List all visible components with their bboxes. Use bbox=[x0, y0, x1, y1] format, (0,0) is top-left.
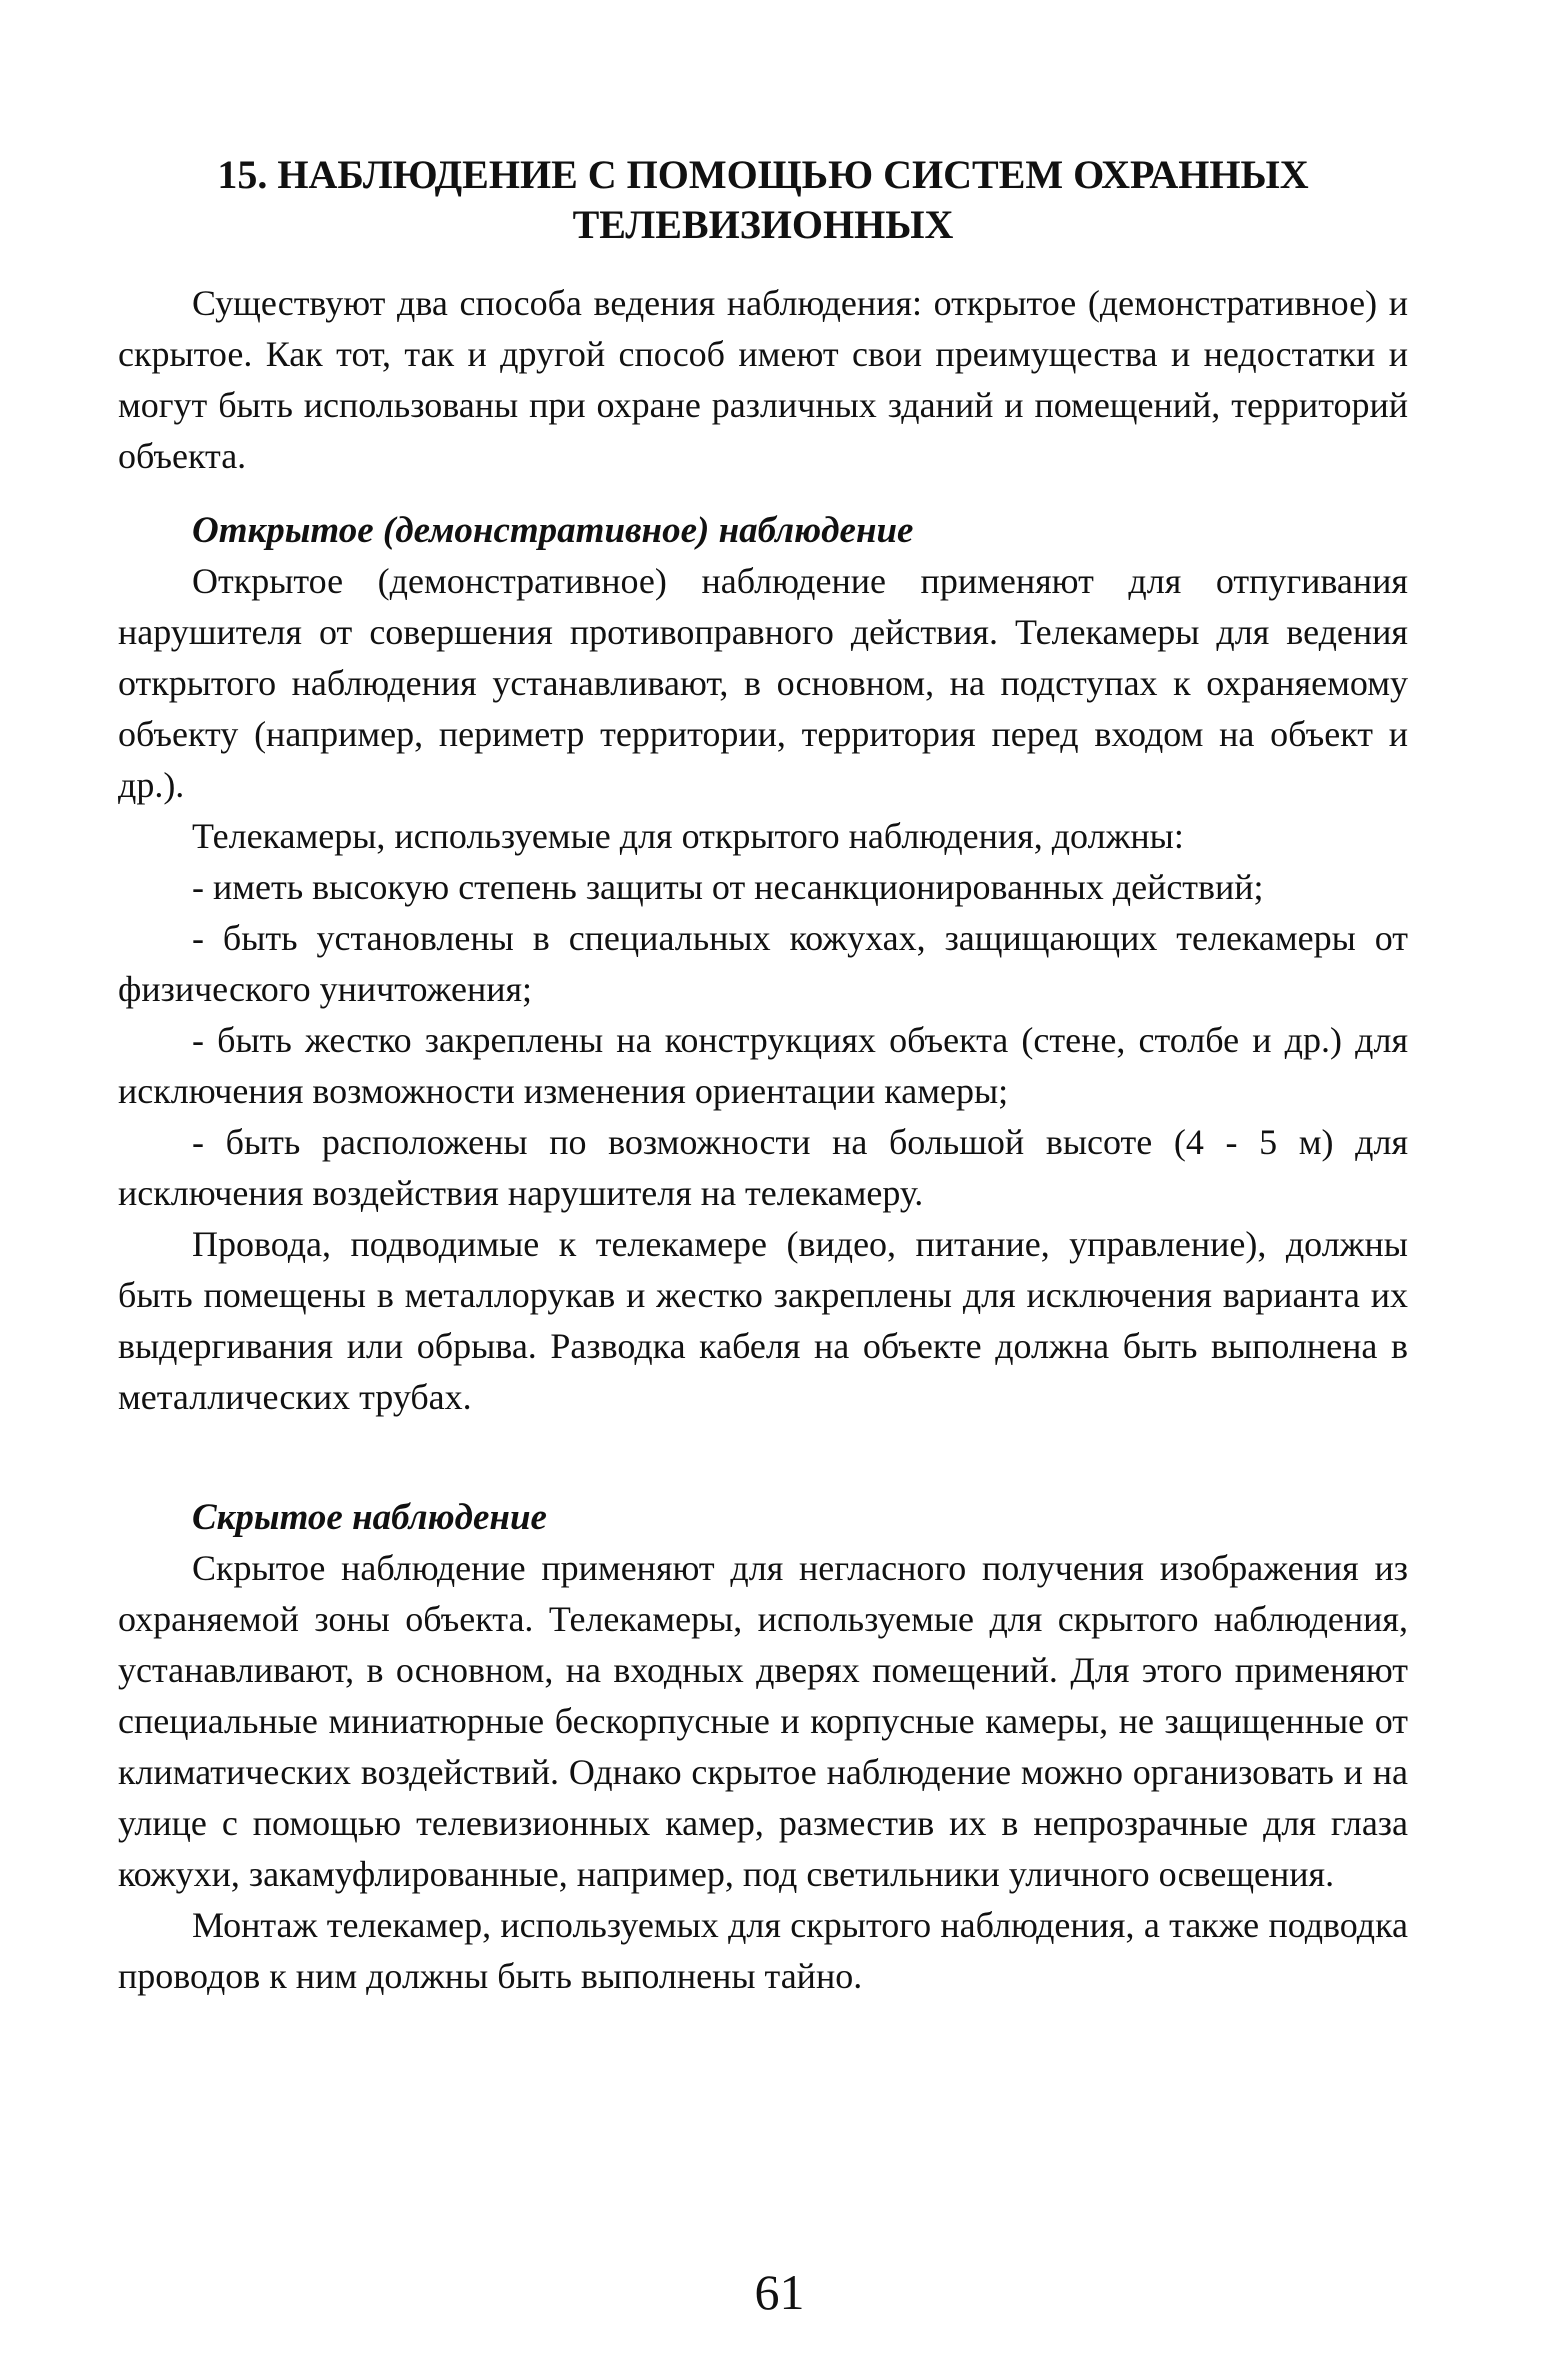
requirement-item-2: - быть установлены в специальных кожухах, защищающих телекамеры от физического уничтожения; bbox=[118, 918, 1408, 1009]
hidden-observation-paragraph-2: Монтаж телекамер, используемых для скрытого наблюдения, а также подводка проводов к ним должны быть выполнены тайно. bbox=[118, 1905, 1408, 1996]
requirement-item-4: - быть расположены по возможности на большой высоте (4 - 5 м) для исключения воздействия нарушителя на телекамеру. bbox=[118, 1122, 1408, 1213]
hidden-observation-heading: Скрытое наблюдение bbox=[192, 1497, 547, 1538]
page-number: 61 bbox=[754, 2264, 805, 2320]
requirement-item-3: - быть жестко закреплены на конструкциях объекта (стене, столбе и др.) для исключения возможности изменения ориентации камеры; bbox=[118, 1020, 1408, 1111]
open-observation-paragraph-1: Открытое (демонстративное) наблюдение применяют для отпугивания нарушителя от совершения противоправного действия. Телекамеры для ведения открытого наблюдения устанавливают, в основном, на подступах к охраняемому объекту (например, периметр территории, территория перед входом на объект и др.). bbox=[118, 561, 1408, 805]
open-observation-paragraph-3: Провода, подводимые к телекамере (видео, питание, управление), должны быть помещены в металлорукав и жестко закреплены для исключения варианта их выдергивания или обрыва. Разводка кабеля на объекте должна быть выполнена в металлических трубах. bbox=[118, 1224, 1408, 1417]
requirement-item-1: - иметь высокую степень защиты от несанкционированных действий; bbox=[192, 867, 1264, 907]
open-observation-paragraph-2: Телекамеры, используемые для открытого наблюдения, должны: bbox=[192, 816, 1184, 856]
section-title bbox=[118, 150, 1408, 250]
open-observation-heading: Открытое (демонстративное) наблюдение bbox=[192, 510, 914, 551]
intro-paragraph: Существуют два способа ведения наблюдения: открытое (демонстративное) и скрытое. Как тот, так и другой способ имеют свои преимущества и недостатки и могут быть использованы при охране различных зданий и помещений, территорий объекта. bbox=[118, 283, 1408, 476]
section-title-line-2: ТЕЛЕВИЗИОННЫХ bbox=[572, 202, 954, 247]
hidden-observation-paragraph-1: Скрытое наблюдение применяют для негласного получения изображения из охраняемой зоны объекта. Телекамеры, используемые для скрытого наблюдения, устанавливают, в основном, на входных дверях помещений. Для этого применяют специальные миниатюрные бескорпусные и корпусные камеры, не защищенные от климатических воздействий. Однако скрытое наблюдение можно организовать и на улице с помощью телевизионных камер, разместив их в непрозрачные для глаза кожухи, закамуфлированные, например, под светильники уличного освещения. bbox=[118, 1548, 1408, 1894]
section-title-line-1: 15. НАБЛЮДЕНИЕ С ПОМОЩЬЮ СИСТЕМ ОХРАННЫХ bbox=[217, 152, 1309, 197]
page-content bbox=[118, 150, 1408, 2002]
